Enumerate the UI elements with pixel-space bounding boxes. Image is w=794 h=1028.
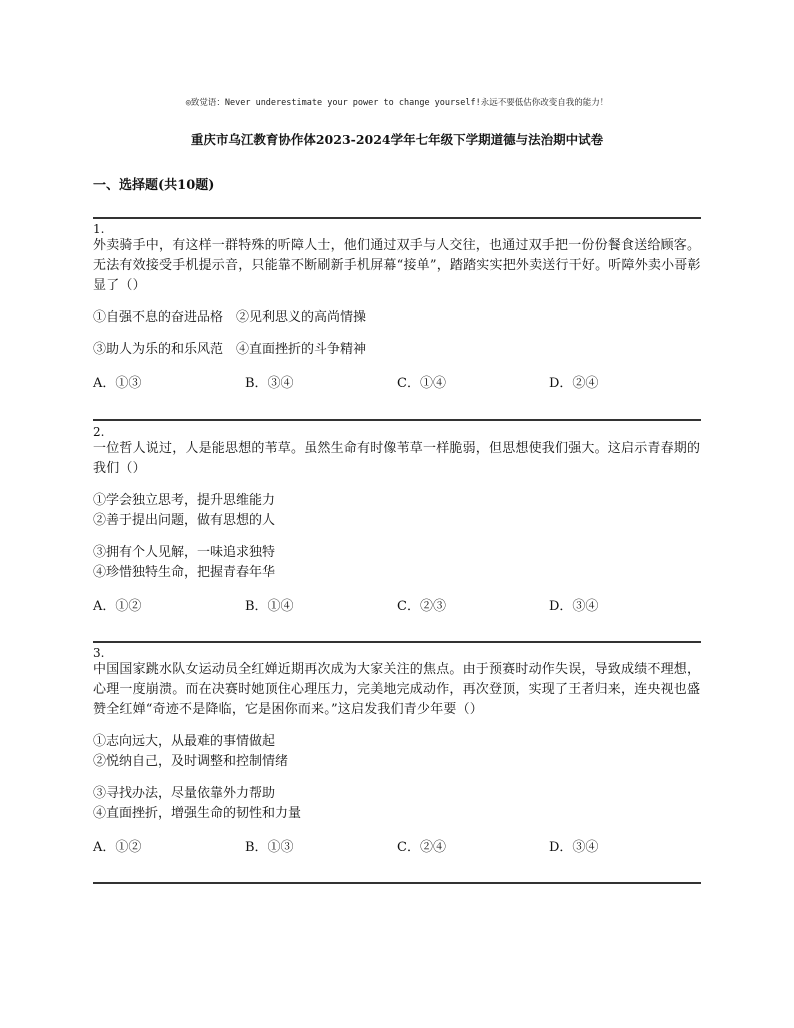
divider [93, 641, 701, 643]
option-line: ②善于提出问题，做有思想的人 [93, 513, 276, 528]
choice-b[interactable]: B．①④ [245, 599, 294, 614]
choice-a[interactable]: A．①② [93, 599, 142, 614]
choice-b[interactable]: B．③④ [245, 376, 294, 391]
choice-d[interactable]: D．②④ [549, 376, 599, 391]
option-line: ①自强不息的奋进品格 ②见利思义的高尚情操 [93, 310, 367, 325]
answer-choices [93, 374, 701, 394]
question-2 [93, 425, 701, 617]
question-number: 2. [93, 425, 105, 439]
question-stem: 外卖骑手中，有这样一群特殊的听障人士，他们通过双手与人交往，也通过双手把一份份餐食送给顾客。无法有效接受手机提示音，只能靠不断刷新手机屏幕“接单”，踏踏实实把外卖送行干好。听障外卖小哥彰显了（） [93, 238, 701, 293]
option-line: ①学会独立思考，提升思维能力 [93, 493, 276, 508]
option-line: ④直面挫折，增强生命的韧性和力量 [93, 806, 302, 821]
question-number: 3. [93, 646, 105, 660]
page-title: 重庆市乌江教育协作体2023-2024学年七年级下学期道德与法治期中试卷 [190, 132, 604, 147]
question-1 [93, 222, 701, 394]
divider [93, 217, 701, 219]
choice-c[interactable]: C．①④ [397, 376, 446, 391]
divider [93, 882, 701, 884]
option-line: ③寻找办法，尽量依靠外力帮助 [93, 786, 276, 801]
question-stem: 一位哲人说过，人是能思想的苇草。虽然生命有时像苇草一样脆弱，但思想使我们强大。这启示青春期的我们（） [93, 441, 701, 476]
choice-d[interactable]: D．③④ [549, 840, 599, 855]
question-3 [93, 646, 701, 858]
choice-a[interactable]: A．①② [93, 840, 142, 855]
option-line: ③助人为乐的和乐风范 ④直面挫折的斗争精神 [93, 342, 367, 357]
choice-d[interactable]: D．③④ [549, 599, 599, 614]
choice-c[interactable]: C．②④ [397, 840, 446, 855]
option-line: ②悦纳自己，及时调整和控制情绪 [93, 754, 289, 769]
answer-choices [93, 597, 701, 617]
choice-a[interactable]: A．①③ [93, 376, 142, 391]
choice-b[interactable]: B．①③ [245, 840, 294, 855]
option-line: ①志向远大，从最难的事情做起 [93, 734, 276, 749]
option-line: ③拥有个人见解，一味追求独特 [93, 545, 276, 560]
option-line: ④珍惜独特生命，把握青春年华 [93, 565, 276, 580]
choice-c[interactable]: C．②③ [397, 599, 446, 614]
answer-choices [93, 838, 701, 858]
question-number: 1. [93, 222, 105, 236]
header-motto: ◎致觉语：Never underestimate your power to change yourself!永远不要低估你改变自我的能力！ [185, 98, 609, 108]
question-stem: 中国国家跳水队女运动员全红婵近期再次成为大家关注的焦点。由于预赛时动作失误，导致成绩不理想，心理一度崩溃。而在决赛时她顶住心理压力，完美地完成动作，再次登顶，实现了王者归来，连央视也盛赞全红婵“奇迹不是降临，它是困你而来。”这启发我们青少年要（） [93, 662, 701, 717]
divider [93, 419, 701, 421]
section-heading: 一、选择题(共10题) [93, 178, 215, 193]
